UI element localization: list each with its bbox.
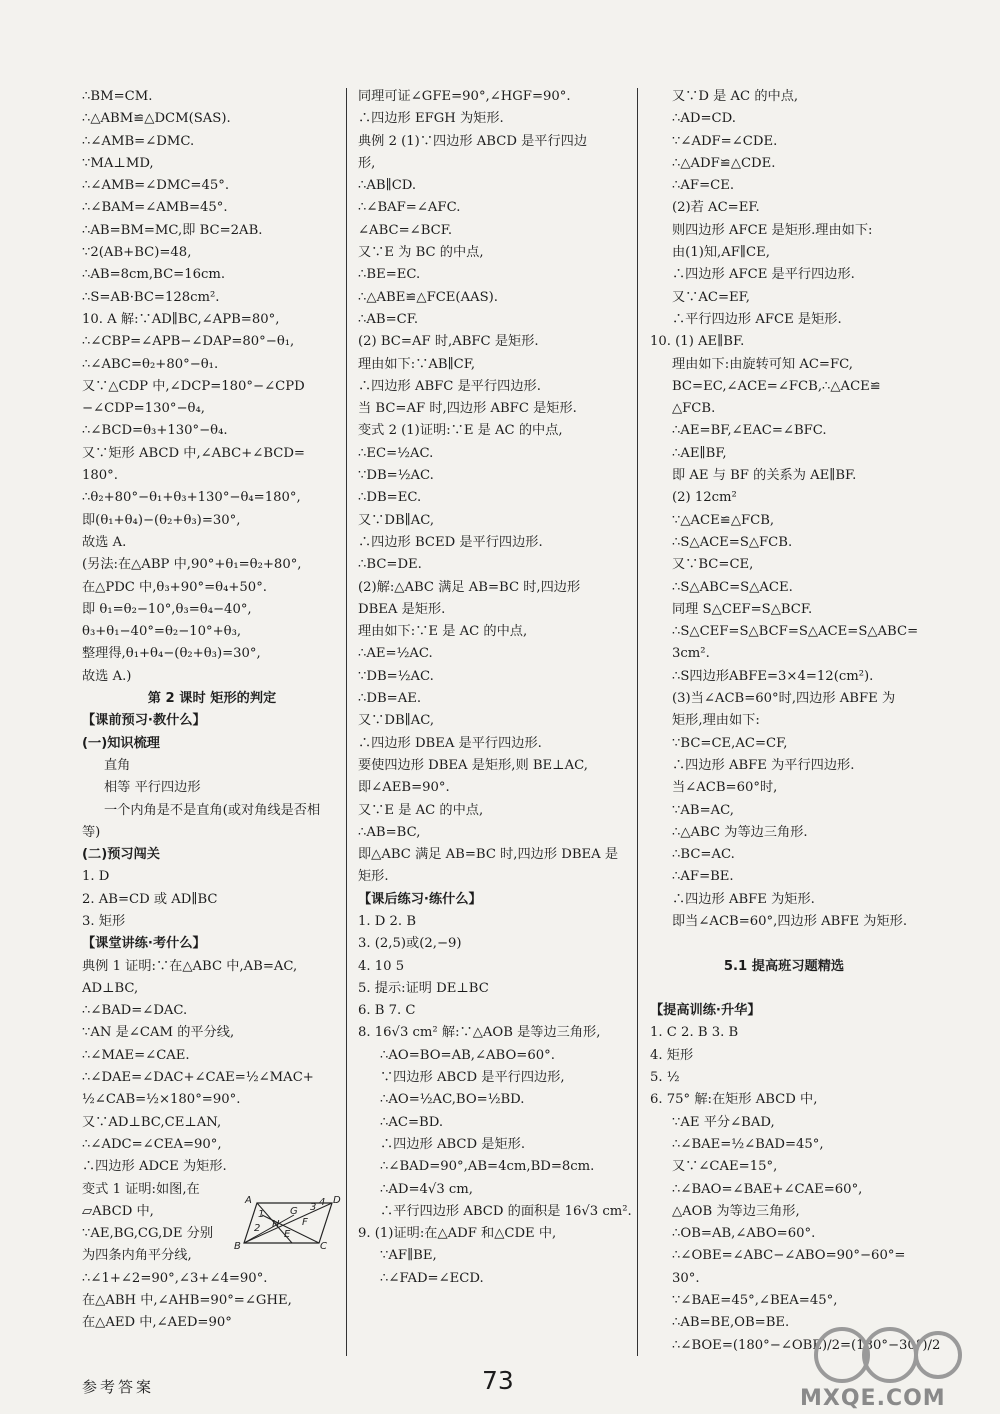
footer-label: 参考答案 [82, 1378, 155, 1396]
answer-line: ∴AB∥CD. [358, 178, 417, 194]
answer-line: ½∠CAB=½×180°=90°. [82, 1092, 241, 1108]
answer-line: 第 2 课时 矩形的判定 [147, 691, 277, 707]
answer-line: ∵DB=½AC. [358, 468, 434, 484]
answer-line: 理由如下:∵E 是 AC 的中点, [358, 624, 528, 640]
answer-line: ∴AE∥BF, [672, 445, 727, 461]
answer-line: ∴DB=EC. [358, 490, 422, 506]
answer-line [650, 933, 918, 955]
answer-line: ∵AF∥BE, [380, 1248, 437, 1264]
answer-line: (2) 12cm² [672, 490, 737, 506]
answer-line: ∴△ADF≌△CDE. [672, 155, 776, 171]
answer-line: AD⊥BC, [82, 980, 139, 996]
answer-line: 同理可证∠GFE=90°,∠HGF=90°. [358, 89, 571, 104]
answer-column-1 [82, 86, 342, 1335]
answer-line: 5. ½ [650, 1070, 680, 1086]
answer-line: △AOB 为等边三角形, [672, 1203, 800, 1219]
figure-label: C [320, 1241, 327, 1252]
answer-line: DBEA 是矩形. [358, 601, 446, 617]
answer-line: 又∵E 是 AC 的中点, [358, 802, 484, 818]
answer-line: ∴S=AB·BC=128cm². [82, 289, 220, 305]
answer-line: ∴AB=BE,OB=BE. [672, 1315, 790, 1331]
answer-line: ∴平行四边形 ABCD 的面积是 16√3 cm². [380, 1203, 632, 1219]
answer-line: 2. AB=CD 或 AD∥BC [82, 891, 218, 907]
answer-line: 1. D 2. B [358, 913, 417, 929]
answer-line: ∴∠CBP=∠APB−∠DAP=80°−θ₁, [82, 334, 295, 350]
figure-label: G [290, 1206, 298, 1217]
answer-line: ∵∠ADF=∠CDE. [672, 133, 778, 149]
answer-line: 即(θ₁+θ₄)−(θ₂+θ₃)=30°, [82, 512, 241, 528]
answer-line: 5. 提示:证明 DE⊥BC [358, 980, 489, 996]
answer-line: ∴四边形 ADCE 为矩形. [82, 1159, 227, 1175]
answer-line: 【课后练习·练什么】 [358, 891, 482, 907]
answer-line: 3. 矩形 [82, 913, 126, 929]
figure-label: B [234, 1241, 241, 1252]
answer-line: 【课堂讲练·考什么】 [82, 936, 206, 952]
answer-line: ∴平行四边形 AFCE 是矩形. [672, 311, 842, 327]
figure-label: 4 [319, 1197, 326, 1208]
answer-line: 【提高训练·升华】 [650, 1003, 761, 1019]
answer-line: 相等 平行四边形 [104, 780, 201, 796]
answer-line: 则四边形 AFCE 是矩形.理由如下: [672, 222, 873, 238]
answer-line: 180°. [82, 468, 118, 484]
answer-line: 10. (1) AE∥BF. [650, 334, 745, 350]
answer-line: ∴四边形 ABFC 是平行四边形. [358, 378, 541, 394]
answer-line: 【课前预习·教什么】 [82, 713, 206, 729]
answer-line: 3. (2,5)或(2,−9) [358, 936, 462, 952]
answer-line: ∴BM=CM. [82, 89, 153, 104]
answer-line: ∴∠BAM=∠AMB=45°. [82, 200, 228, 216]
answer-line: ∴∠1+∠2=90°,∠3+∠4=90°. [82, 1270, 268, 1286]
answer-line: 要使四边形 DBEA 是矩形,则 BE⊥AC, [358, 757, 588, 773]
watermark-text: MXQE.COM [800, 1386, 946, 1411]
answer-line: (一)知识梳理 [82, 735, 160, 751]
answer-line: 9. (1)证明:在△ADF 和△CDE 中, [358, 1226, 557, 1242]
answer-line: 理由如下:由旋转可知 AC=FC, [672, 356, 853, 372]
answer-line: 整理得,θ₁+θ₄−(θ₂+θ₃)=30°, [82, 646, 261, 662]
answer-line: ∵AB=AC, [672, 802, 734, 818]
answer-line: ∴∠BCD=θ₃+130°−θ₄. [82, 423, 228, 439]
answer-line: 6. 75° 解:在矩形 ABCD 中, [650, 1092, 818, 1108]
answer-line: 典例 2 (1)∵四边形 ABCD 是平行四边 [358, 133, 588, 149]
answer-line: (3)当∠ACB=60°时,四边形 ABFE 为 [672, 691, 896, 707]
answer-line: ∴∠DAE=∠DAC+∠CAE=½∠MAC+ [82, 1070, 314, 1086]
answer-line: ∴DB=AE. [358, 691, 422, 707]
answer-line: ∴AD=CD. [672, 111, 736, 127]
answer-line: 在△PDC 中,θ₃+90°=θ₄+50°. [82, 579, 267, 595]
answer-line: △FCB. [672, 401, 716, 417]
figure-label: E [284, 1229, 291, 1240]
answer-line: ∵BC=CE,AC=CF, [672, 735, 788, 751]
answer-line: ∴四边形 BCED 是平行四边形. [358, 534, 543, 550]
answer-line: ∴AD=4√3 cm, [380, 1181, 473, 1197]
answer-line: ∴∠FAD=∠ECD. [380, 1270, 484, 1286]
answer-line: ∵AE 平分∠BAD, [672, 1114, 775, 1130]
answer-line: ∵MA⊥MD, [82, 155, 154, 171]
answer-line: 即△ABC 满足 AB=BC 时,四边形 DBEA 是 [358, 847, 619, 863]
answer-line: ∴∠AMB=∠DMC=45°. [82, 178, 230, 194]
answer-line: ∵四边形 ABCD 是平行四边形, [380, 1070, 565, 1086]
answer-line: 8. 16√3 cm² 解:∵△AOB 是等边三角形, [358, 1025, 601, 1041]
answer-line: ∴S△ACE=S△FCB. [672, 534, 793, 550]
answer-line: 矩形. [358, 869, 389, 885]
answer-line: ∠ABC=∠BCF. [358, 222, 453, 238]
answer-line: ∴AF=CE. [672, 178, 735, 194]
answer-line: ∴S△ABC=S△ACE. [672, 579, 793, 595]
answer-line: 即∠AEB=90°. [358, 780, 450, 796]
answer-line: ∴OB=AB,∠ABO=60°. [672, 1226, 816, 1242]
answer-line: ∴AC=BD. [380, 1114, 444, 1130]
answer-line: 4. 矩形 [650, 1047, 694, 1063]
answer-line: −∠CDP=130°−θ₄, [82, 401, 205, 417]
answer-line: 又∵E 为 BC 的中点, [358, 245, 484, 261]
answer-line: ∴AB=BC, [358, 824, 421, 840]
answer-line: 又∵BC=CE, [672, 557, 754, 573]
answer-line: 当 BC=AF 时,四边形 ABFC 是矩形. [358, 401, 577, 417]
answer-line: ∴∠AMB=∠DMC. [82, 133, 195, 149]
answer-line: 又∵∠CAE=15°, [672, 1159, 778, 1175]
answer-line: 直角 [104, 757, 131, 773]
answer-line: ∴AE=BF,∠EAC=∠BFC. [672, 423, 827, 439]
column-divider-1 [346, 88, 347, 1356]
answer-line: (2)解:△ABC 满足 AB=BC 时,四边形 [358, 579, 581, 595]
answer-line: BC=EC,∠ACE=∠FCB,∴△ACE≌ [672, 378, 881, 394]
answer-line: ∴AB=BM=MC,即 BC=2AB. [82, 222, 263, 238]
answer-line: ▱ABCD 中, [82, 1203, 154, 1219]
answer-line: 即 θ₁=θ₂−10°,θ₃=θ₄−40°, [82, 601, 252, 617]
answer-line: ∴θ₂+80°−θ₁+θ₃+130°−θ₄=180°, [82, 490, 301, 506]
answer-line: ∴AO=BO=AB,∠ABO=60°. [380, 1047, 555, 1063]
answer-line: 变式 1 证明:如图,在 [82, 1181, 200, 1197]
answer-line: 又∵DB∥AC, [358, 512, 435, 528]
column-divider-2 [637, 88, 638, 1356]
answer-line: 等) [82, 824, 101, 840]
answer-line: 又∵矩形 ABCD 中,∠ABC+∠BCD= [82, 445, 305, 461]
figure-label: A [245, 1195, 252, 1206]
answer-line: 由(1)知,AF∥CE, [672, 245, 770, 261]
answer-line: 又∵△CDP 中,∠DCP=180°−∠CPD [82, 378, 305, 394]
answer-line: ∴四边形 ABFE 为矩形. [672, 891, 815, 907]
answer-line: 又∵AD⊥BC,CE⊥AN, [82, 1114, 222, 1130]
answer-line: ∴∠BAO=∠BAE+∠CAE=60°, [672, 1181, 863, 1197]
answer-line: 矩形,理由如下: [672, 713, 760, 729]
answer-line: ∴S四边形ABFE=3×4=12(cm²). [672, 668, 874, 684]
answer-line: ∴∠BAE=½∠BAD=45°, [672, 1136, 824, 1152]
answer-line: (2) BC=AF 时,ABFC 是矩形. [358, 334, 539, 350]
answer-line: ∴AB=8cm,BC=16cm. [82, 267, 226, 283]
answer-line: θ₃+θ₁−40°=θ₂−10°+θ₃, [82, 624, 242, 640]
answer-line: ∴∠BAF=∠AFC. [358, 200, 461, 216]
answer-column-3 [650, 86, 941, 1357]
figure-label: 1 [258, 1209, 265, 1220]
answer-line: ∴∠BAD=∠DAC. [82, 1003, 188, 1019]
answer-line: ∴AE=½AC. [358, 646, 433, 662]
answer-line: ∴∠MAE=∠CAE. [82, 1047, 190, 1063]
answer-line: 当∠ACB=60°时, [672, 780, 778, 796]
answer-line: 又∵D 是 AC 的中点, [672, 89, 799, 104]
answer-line: ∵△ACE≌△FCB, [672, 512, 775, 528]
answer-line: 为四条内角平分线, [82, 1248, 192, 1264]
answer-line: ∴△ABM≌△DCM(SAS). [82, 111, 231, 127]
answer-line: ∴AF=BE. [672, 869, 734, 885]
answer-line: 故选 A.) [82, 668, 132, 684]
answer-line: ∴S△CEF=S△BCF=S△ACE=S△ABC= [672, 624, 919, 640]
answer-line: 故选 A. [82, 534, 127, 550]
answer-line: 又∵AC=EF, [672, 289, 750, 305]
answer-line: ∴四边形 EFGH 为矩形. [358, 111, 504, 127]
answer-line: ∴△ABE≌△FCE(AAS). [358, 289, 498, 305]
answer-line: ∵∠BAE=45°,∠BEA=45°, [672, 1293, 838, 1309]
answer-line: ∴∠ADC=∠CEA=90°, [82, 1136, 222, 1152]
answer-line: 典例 1 证明:∵在△ABC 中,AB=AC, [82, 958, 298, 974]
answer-line: ∴BE=EC. [358, 267, 421, 283]
answer-line: ∵DB=½AC. [358, 668, 434, 684]
answer-line: ∴△ABC 为等边三角形. [672, 824, 808, 840]
answer-line: ∴BC=AC. [672, 847, 735, 863]
answer-line: 在△AED 中,∠AED=90° [82, 1315, 232, 1331]
answer-line: ∴∠BAD=90°,AB=4cm,BD=8cm. [380, 1159, 595, 1175]
answer-line: 10. A 解:∵AD∥BC,∠APB=80°, [82, 311, 280, 327]
answer-line: (2)若 AC=EF. [672, 200, 760, 216]
answer-line: ∵AN 是∠CAM 的平分线, [82, 1025, 235, 1041]
answer-line: 在△ABH 中,∠AHB=90°=∠GHE, [82, 1293, 292, 1309]
answer-column-2 [358, 86, 633, 1290]
answer-line: ∴四边形 ABCD 是矩形. [380, 1136, 526, 1152]
answer-line: 理由如下:∵AB∥CF, [358, 356, 476, 372]
answer-line: 形, [358, 155, 376, 171]
answer-line: ∴四边形 ABFE 为平行四边形. [672, 757, 855, 773]
answer-line: 30°. [672, 1270, 700, 1286]
parallelogram-figure [232, 1195, 341, 1253]
answer-line: ∴四边形 DBEA 是平行四边形. [358, 735, 542, 751]
answer-line: ∵2(AB+BC)=48, [82, 245, 192, 261]
figure-label: 3 [310, 1202, 317, 1213]
answer-line: 变式 2 (1)证明:∵E 是 AC 的中点, [358, 423, 563, 439]
answer-line: 1. D [82, 869, 110, 885]
figure-label: 2 [254, 1223, 261, 1234]
answer-line: 即 AE 与 BF 的关系为 AE∥BF. [672, 468, 857, 484]
answer-line: 6. B 7. C [358, 1003, 416, 1019]
answer-line: (二)预习闯关 [82, 847, 160, 863]
answer-line: ∴∠OBE=∠ABC−∠ABO=90°−60°= [672, 1248, 906, 1264]
answer-line: 即当∠ACB=60°,四边形 ABFE 为矩形. [672, 913, 908, 929]
answer-line: 1. C 2. B 3. B [650, 1025, 739, 1041]
answer-line: ∴AO=½AC,BO=½BD. [380, 1092, 525, 1108]
figure-label: H [272, 1219, 280, 1230]
answer-line: 一个内角是不是直角(或对角线是否相 [104, 802, 321, 818]
answer-line: ∴AB=CF. [358, 311, 419, 327]
answer-line [650, 978, 918, 1000]
answer-line: ∴四边形 AFCE 是平行四边形. [672, 267, 855, 283]
answer-line: 5.1 提高班习题精选 [723, 958, 845, 974]
answer-line: ∴BC=DE. [358, 557, 422, 573]
answer-line: (另法:在△ABP 中,90°+θ₁=θ₂+80°, [82, 557, 302, 573]
answer-line: 4. 10 5 [358, 958, 405, 974]
answer-line: ∴∠BOE=(180°−∠OBE)/2=(180°−30°)/2 [672, 1337, 941, 1353]
answer-line: ∵AE,BG,CG,DE 分别 [82, 1226, 214, 1242]
page-number: 73 [482, 1366, 514, 1395]
watermark-logo [812, 1320, 962, 1390]
figure-label: D [333, 1195, 341, 1206]
answer-line: ∴EC=½AC. [358, 445, 434, 461]
answer-line: 同理 S△CEF=S△BCF. [672, 601, 813, 617]
figure-label: F [302, 1217, 308, 1228]
answer-line: ∴∠ABC=θ₂+80°−θ₁. [82, 356, 219, 372]
answer-line: 又∵DB∥AC, [358, 713, 435, 729]
answer-line: 3cm². [672, 646, 710, 662]
